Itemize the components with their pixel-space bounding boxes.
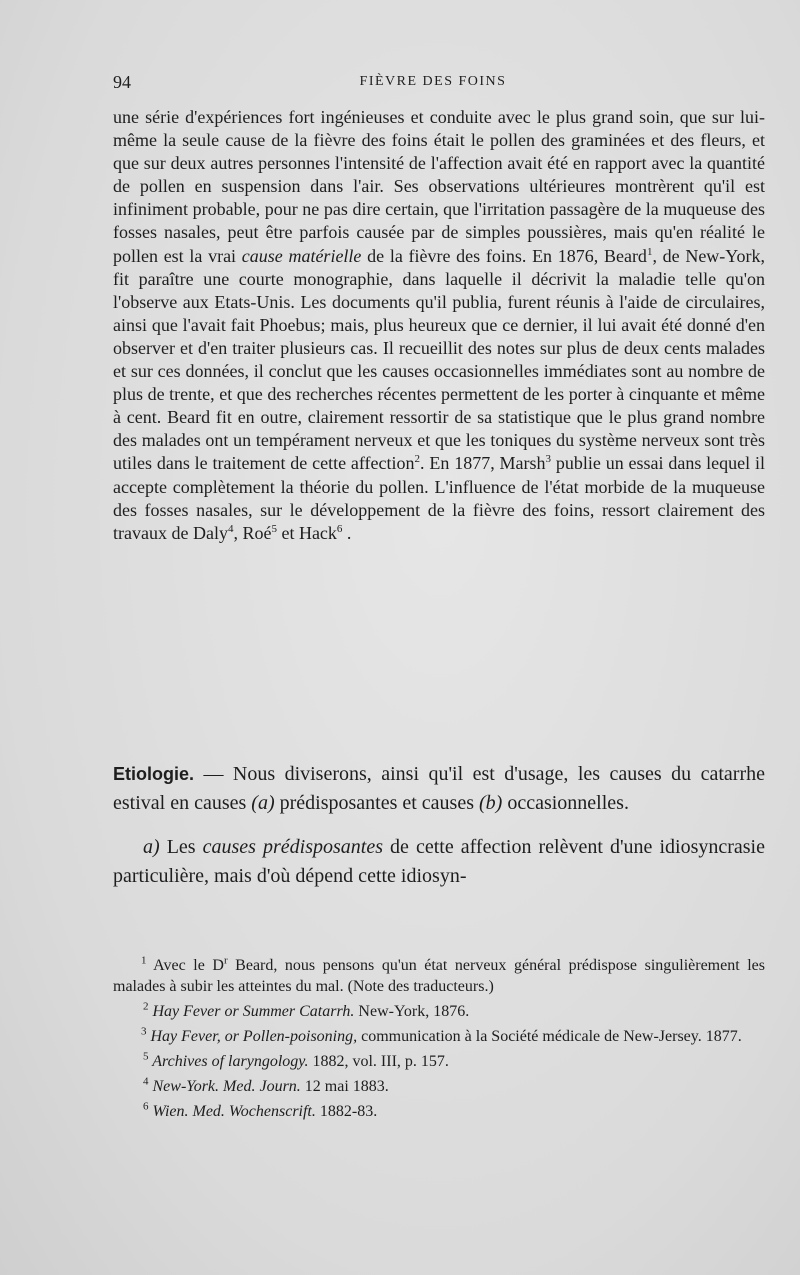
running-head: FIÈVRE DES FOINS [359, 74, 507, 89]
footnote-ref: 3 [545, 453, 552, 466]
text-run: . [342, 522, 352, 543]
italic-title: Wien. Med. Wochenscrift. [148, 1103, 316, 1120]
text-run: publie un essai dans lequel il accepte complètement la théorie du pollen. L'influence de l'état morbide de la muqueuse des fosses nasales, sur le développement de la fièvre des foins, ressort clairement des travaux de Daly [113, 453, 765, 543]
footnote-ref: 4 [227, 522, 234, 535]
footnote [113, 1001, 765, 1022]
text-run: et Hack [276, 522, 337, 543]
text-run: occasionnelles. [502, 791, 629, 814]
main-text [113, 106, 765, 545]
footnote-number: 5 [143, 1050, 149, 1063]
section-paragraph [113, 760, 765, 817]
footnotes [113, 955, 765, 1126]
text-run: de la fièvre des foins. En 1876, Beard [361, 245, 647, 266]
footnote [113, 955, 765, 997]
text-run: 12 mai 1883. [300, 1078, 389, 1095]
footnote-ref: 5 [271, 522, 277, 535]
text-run: 1882, vol. III, p. 157. [308, 1053, 449, 1070]
text-run: Beard, nous pensons qu'un état nerveux général prédispose singulièrement les malades à subir les atteintes du mal. (Note des traducteurs.) [113, 957, 766, 995]
text-run: prédisposantes et causes [274, 791, 479, 814]
italic-title: Hay Fever or Summer Catarrh. [148, 1003, 355, 1020]
footnote-ref: 1 [646, 245, 653, 258]
text-run: Avec le D [146, 957, 224, 974]
italic-term: causes prédisposantes [202, 836, 384, 858]
footnote-number: 4 [143, 1075, 149, 1088]
footnote-number: 3 [141, 1025, 147, 1038]
italic-mark: (b) [479, 791, 503, 814]
italic-mark: a) [143, 836, 160, 858]
text-run: une série d'expériences fort ingénieuses et conduite avec le plus grand soin, que sur lui-même la seule cause de la fièvre des foins était le pollen des graminées et des fleurs, et que sur deux autres personnes l'intensité de l'affection avait été en rapport avec la quantité de pollen en suspension dans l'air. Ses observations ultérieures montrèrent qu'il est infiniment probable, pour ne pas dire certain, que l'irritation passagère de la muqueuse des fosses nasales, peut être parfois causée par de simples poussières, mais qu'en réalité le pollen est la vrai [113, 107, 765, 266]
paragraph [113, 106, 765, 545]
italic-mark: (a) [251, 791, 275, 814]
footnote-ref: 6 [336, 522, 343, 535]
footnote-ref: 2 [414, 453, 421, 466]
footnote-number: 2 [143, 1000, 149, 1013]
section-title: Etiologie. [113, 764, 194, 784]
superscript: r [223, 954, 228, 967]
italic-title: Archives of laryngology. [148, 1053, 309, 1070]
footnote-number: 1 [141, 954, 147, 967]
italic-term: cause matérielle [241, 245, 362, 266]
footnote [113, 1101, 765, 1122]
page-number: 94 [113, 72, 131, 92]
italic-title: New-York. Med. Journ. [148, 1078, 301, 1095]
text-run: , Roé [233, 522, 272, 543]
text-run: communication à la Société médicale de New-Jersey. 1877. [357, 1028, 742, 1045]
etiology-section [113, 760, 765, 890]
text-run: New-York, 1876. [354, 1003, 470, 1020]
text-run: Les [159, 836, 203, 858]
page-header [113, 72, 753, 100]
footnote [113, 1026, 765, 1047]
text-run: — Nous diviserons, ainsi qu'il est d'usage, les causes du catarrhe estival en causes [113, 763, 765, 814]
section-paragraph [113, 833, 765, 890]
footnote [113, 1076, 765, 1097]
text-run: , de New-York, fit paraître une courte monographie, dans laquelle il décrivit la maladie telle qu'on l'observe aux Etats-Unis. Les documents qu'il publia, furent réunis à l'aide de circulaires, ainsi que l'avait fait Phoebus; mais, plus heureux que ce dernier, il lui avait été donné d'en observer et d'en traiter plusieurs cas. Il recueillit des notes sur plus de deux cents malades et sur ces données, il conclut que les causes occasionnelles immédiates sont au nombre de plus de trente, et que des recherches récentes permettent de les porter à cinquante et même à cent. Beard fit en outre, clairement ressortir de sa statistique que le plus grand nombre des malades ont un tempérament nerveux et que les toniques du système nerveux sont très utiles dans le traitement de cette affection [113, 245, 765, 474]
text-run: . En 1877, Marsh [420, 453, 546, 474]
footnote-number: 6 [143, 1100, 149, 1113]
text-run: de cette affection relèvent d'une idiosyncrasie particulière, mais d'où dépend cette idiosyn- [113, 836, 765, 887]
italic-title: Hay Fever, or Pollen-poisoning, [146, 1028, 358, 1045]
text-run: 1882-83. [315, 1103, 378, 1120]
footnote [113, 1051, 765, 1072]
